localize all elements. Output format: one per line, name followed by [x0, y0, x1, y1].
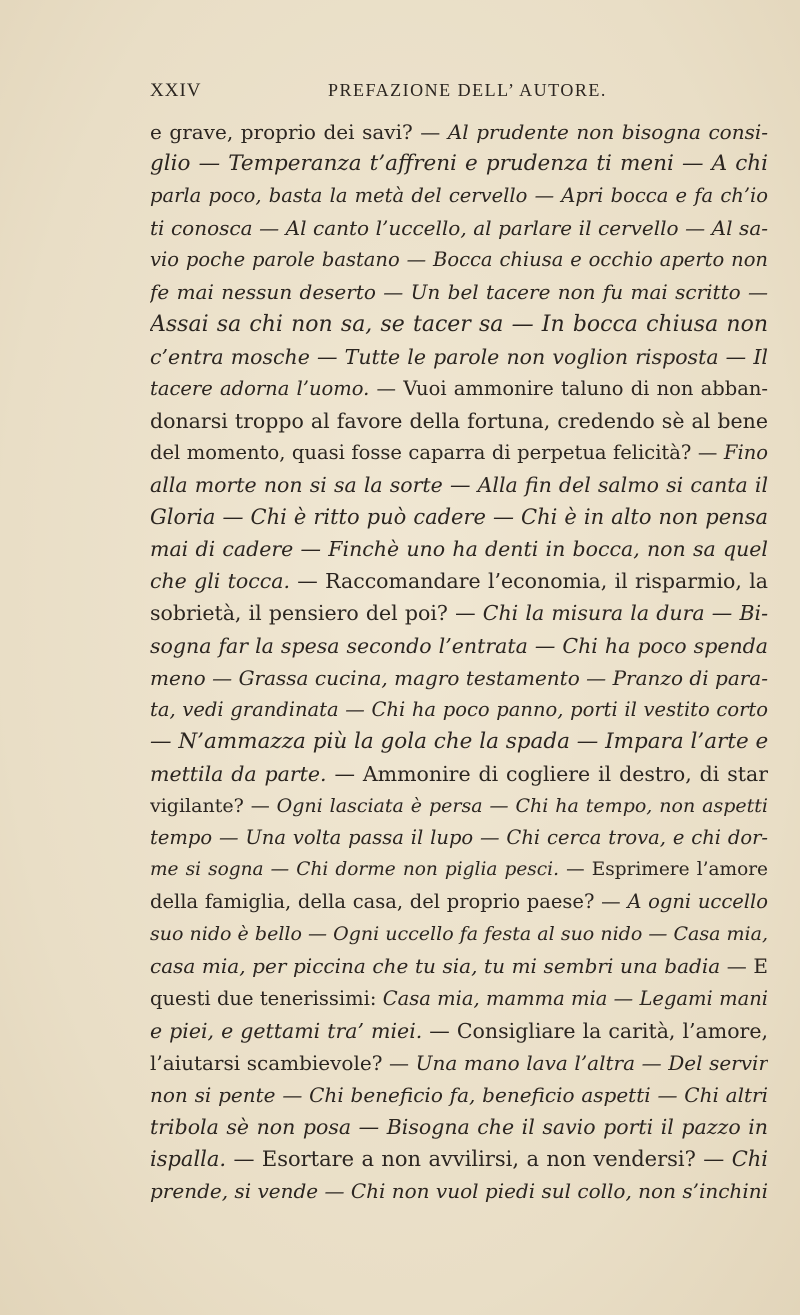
running-title: PREFAZIONE DELL’ AUTORE.	[328, 80, 607, 100]
italic-proverb-text: che gli tocca.	[150, 569, 290, 594]
italic-proverb-text: c’entra mosche — Tutte le parole non voglion risposta — Il	[150, 344, 768, 369]
italic-proverb-text: Chi	[731, 1147, 768, 1171]
text-run: — Consigliare la carità, l’amore,	[422, 1018, 768, 1043]
text-line	[150, 726, 768, 758]
text-line	[150, 983, 768, 1015]
italic-proverb-text: non si pente — Chi beneficio fa, beneficio aspetti — Chi altri	[150, 1082, 768, 1107]
text-line	[150, 1111, 768, 1143]
italic-proverb-text: Una mano lava l’altra — Del servir	[415, 1050, 768, 1075]
italic-proverb-text: Gloria — Chi è ritto può cadere — Chi è in alto non pensa	[150, 505, 768, 530]
text-line	[150, 886, 768, 918]
text-line	[150, 758, 768, 790]
italic-proverb-text: Fino	[723, 440, 768, 464]
italic-proverb-text: tacere adorna l’uomo.	[150, 376, 370, 400]
italic-proverb-text: parla poco, basta la metà del cervello — Apri bocca e fa ch’io	[150, 184, 768, 208]
text-run: della famiglia, della casa, del proprio paese? —	[150, 890, 628, 914]
text-line	[150, 276, 768, 308]
text-line	[150, 469, 768, 501]
text-line	[150, 662, 768, 694]
text-run: l’aiutarsi scambievole? —	[150, 1050, 416, 1075]
italic-proverb-text: suo nido è bello — Ogni uccello fa festa al suo nido — Casa mia,	[150, 923, 768, 946]
text-run: del momento, quasi fosse caparra di perpetua felicità? —	[150, 440, 724, 464]
text-run: — Ammonire di cogliere il destro, di star	[326, 761, 768, 786]
text-line	[150, 1079, 768, 1111]
italic-proverb-text: glio — Temperanza t’affreni e prudenza ti meni — A chi	[150, 151, 768, 177]
italic-proverb-text: tempo — Una volta passa il lupo — Chi cerca trova, e chi dor-	[150, 826, 768, 850]
text-line	[150, 854, 768, 886]
italic-proverb-text: e piei, e gettami tra’ miei.	[150, 1018, 423, 1043]
text-line	[150, 148, 768, 180]
italic-proverb-text: ispalla.	[150, 1147, 227, 1171]
text-line	[150, 501, 768, 533]
italic-proverb-text: Assai sa chi non sa, se tacer sa — In bocca chiusa non	[150, 311, 768, 337]
italic-proverb-text: ta, vedi grandinata — Chi ha poco panno, porti il vestito corto	[150, 697, 768, 721]
body-text	[150, 116, 768, 1207]
text-run: e grave, proprio dei savi? —	[150, 120, 448, 144]
text-line	[150, 533, 768, 565]
text-line	[150, 405, 768, 437]
text-line	[150, 1015, 768, 1047]
text-line	[150, 630, 768, 662]
italic-proverb-text: fe mai nessun deserto — Un bel tacere non fu mai scritto —	[150, 280, 768, 305]
text-line	[150, 116, 768, 148]
italic-proverb-text: meno — Grassa cucina, magro testamento — Pranzo di para-	[150, 665, 768, 690]
text-line	[150, 1175, 768, 1207]
italic-proverb-text: casa mia, per piccina che tu sia, tu mi sembri una badia	[150, 954, 721, 979]
italic-proverb-text: — N’ammazza più la gola che la spada — Impara l’arte e	[150, 728, 768, 754]
text-line	[150, 950, 768, 982]
italic-proverb-text: me si sogna — Chi dorme non piglia pesci.	[150, 859, 559, 881]
text-line	[150, 341, 768, 373]
page-number: XXIV	[150, 80, 202, 101]
text-run: — E	[720, 954, 768, 979]
text-run: — Raccomandare l’economia, il risparmio, la	[289, 569, 768, 594]
italic-proverb-text: ti conosca — Al canto l’uccello, al parlare il cervello — Al sa-	[150, 216, 768, 241]
text-line	[150, 1047, 768, 1079]
page-header	[150, 80, 770, 110]
text-line	[150, 212, 768, 244]
text-run: sobrietà, il pensiero del poi? —	[150, 601, 483, 626]
italic-proverb-text: Ogni lasciata è persa — Chi ha tempo, non aspetti	[276, 794, 768, 817]
italic-proverb-text: mettila da parte.	[150, 761, 327, 786]
text-line	[150, 309, 768, 341]
text-run: questi due tenerissimi:	[150, 986, 383, 1010]
text-line	[150, 597, 768, 629]
text-run: donarsi troppo al favore della fortuna, credendo sè al bene	[150, 408, 768, 433]
italic-proverb-text: Chi la misura la dura — Bi-	[482, 601, 768, 626]
italic-proverb-text: tribola sè non posa — Bisogna che il savio porti il pazzo in	[150, 1114, 768, 1139]
text-line	[150, 1143, 768, 1175]
italic-proverb-text: Casa mia, mamma mia — Legami mani	[382, 986, 768, 1010]
italic-proverb-text: vio poche parole bastano — Bocca chiusa e occhio aperto non	[150, 248, 768, 272]
italic-proverb-text: mai di cadere — Finchè uno ha denti in bocca, non sa quel	[150, 537, 768, 562]
text-line	[150, 790, 768, 822]
italic-proverb-text: A ogni uccello	[627, 890, 768, 914]
italic-proverb-text: sogna far la spesa secondo l’entrata — Chi ha poco spenda	[150, 633, 768, 658]
text-line	[150, 694, 768, 726]
text-run: — Esprimere l’amore	[558, 859, 768, 881]
text-line	[150, 565, 768, 597]
text-line	[150, 822, 768, 854]
italic-proverb-text: alla morte non si sa la sorte — Alla fin del salmo si canta il	[150, 473, 768, 498]
text-line	[150, 373, 768, 405]
text-line	[150, 918, 768, 950]
text-line	[150, 180, 768, 212]
text-run: — Esortare a non avvilirsi, a non vendersi? —	[226, 1147, 732, 1171]
text-line	[150, 437, 768, 469]
text-line	[150, 244, 768, 276]
text-run: vigilante? —	[150, 794, 277, 817]
italic-proverb-text: Al prudente non bisogna consi-	[447, 120, 768, 144]
italic-proverb-text: prende, si vende — Chi non vuol piedi sul collo, non s’inchini	[150, 1179, 768, 1204]
text-run: — Vuoi ammonire taluno di non abban-	[369, 376, 768, 400]
